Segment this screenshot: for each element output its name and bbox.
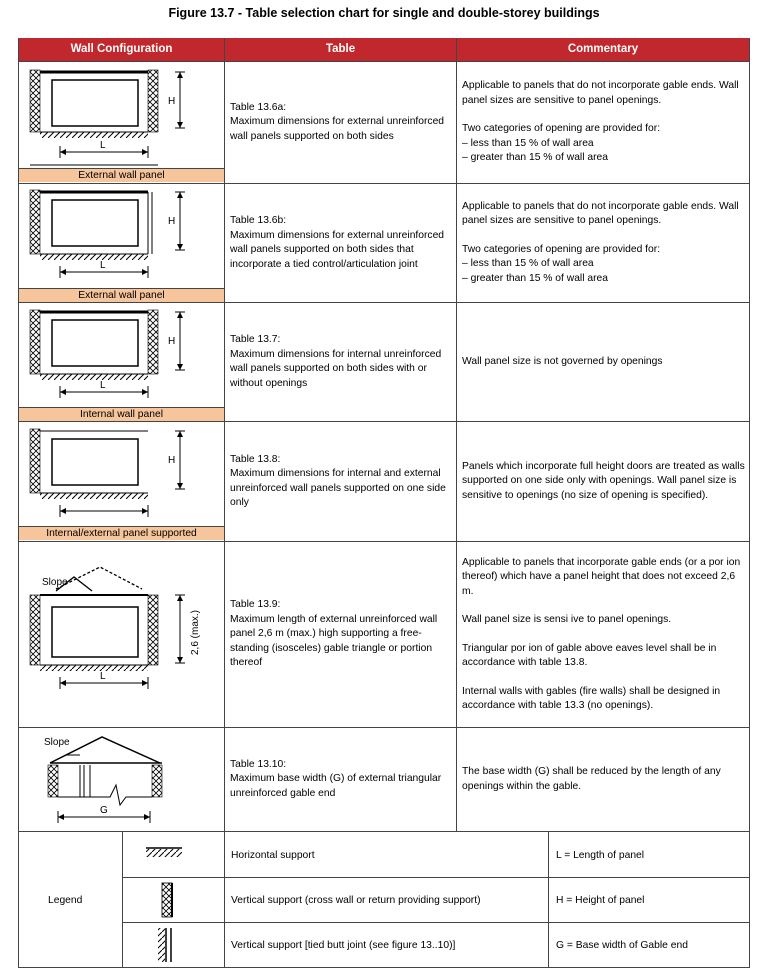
commentary-para: Applicable to panels that do not incorporate gable ends. Wall panel sizes are sensitive to panel openings.	[462, 200, 739, 227]
table-desc: Maximum dimensions for internal and external unreinforced wall panels supported on one side only	[230, 468, 446, 508]
table-desc: Maximum dimensions for external unreinforced wall panels supported on both sides that incorporate a tied control/articulation joint	[230, 229, 445, 270]
commentary-cell-row4	[462, 422, 746, 541]
config-label-one-side: Internal/external panel supported	[19, 526, 224, 540]
table-desc: Maximum dimensions for external unreinforced wall panels supported on both sides	[230, 116, 445, 142]
diagram-internal-panel	[30, 308, 210, 408]
commentary-cell-row5	[462, 542, 748, 727]
commentary-para: Applicable to panels that do not incorporate gable ends. Wall panel sizes are sensitive to panel openings.	[462, 80, 739, 106]
commentary-cell-row2	[462, 184, 746, 302]
height-label: H	[168, 336, 176, 347]
table-cell-row2	[230, 184, 452, 302]
commentary-para: Panels which incorporate full height doors are treated as walls supported on one side only with openings. Wall panel size is sensitive to openings (no size of opening is specified).	[462, 460, 745, 501]
max-height-label: 2,6 (max.)	[190, 609, 201, 655]
tied-butt-joint-icon	[156, 926, 180, 966]
legend-abbr-length: L = Length of panel	[556, 850, 645, 861]
table-desc: Maximum dimensions for internal unreinforced wall panels supported on both sides with or without openings	[230, 348, 442, 389]
config-label-internal: Internal wall panel	[19, 407, 224, 421]
table-ref: Table 13.7:	[230, 334, 281, 345]
legend-label: Legend	[48, 895, 83, 906]
commentary-para: Two categories of opening are provided for:	[462, 243, 661, 255]
commentary-para: The base width (G) shall be reduced by the length of any openings within the gable.	[462, 766, 721, 792]
slope-label: Slope	[42, 577, 68, 588]
table-ref: Table 13.8:	[230, 453, 281, 465]
diagram-external-panel-2	[30, 188, 210, 288]
legend-desc-cross-wall: Vertical support (cross wall or return providing support)	[231, 895, 481, 906]
table-cell-row5	[230, 542, 452, 727]
table-ref: Table 13.10:	[230, 758, 287, 770]
legend-abbr-height: H = Height of panel	[556, 895, 645, 906]
header-wall-configuration: Wall Configuration	[19, 38, 224, 61]
commentary-para: Two categories of opening are provided for:	[462, 123, 661, 135]
table-cell-row4	[230, 422, 452, 541]
commentary-cell-row3	[462, 303, 746, 421]
commentary-cell-row1	[462, 62, 746, 183]
commentary-bullet: – greater than 15 % of wall area	[462, 272, 608, 284]
commentary-para: Wall panel size is not governed by openings	[462, 355, 663, 367]
commentary-para: Internal walls with gables (fire walls) shall be designed in accordance with table 13.3 (no openings).	[462, 685, 721, 711]
height-label: H	[168, 96, 176, 107]
commentary-para: Wall panel size is sensi ive to panel openings.	[462, 614, 672, 625]
table-desc: Maximum length of external unreinforced wall panel 2,6 m (max.) high supporting a free-standing (isosceles) gable triangle or portion thereof	[230, 613, 438, 669]
table-ref: Table 13.6b:	[230, 215, 287, 226]
cross-wall-support-icon	[160, 881, 180, 921]
commentary-bullet: – less than 15 % of wall area	[462, 137, 594, 149]
table-ref: Table 13.6a:	[230, 101, 287, 113]
table-ref: Table 13.9:	[230, 599, 281, 611]
legend-desc-horizontal: Horizontal support	[231, 850, 315, 861]
figure-title: Figure 13.7 - Table selection chart for single and double-storey buildings	[168, 6, 600, 20]
config-label-external-2: External wall panel	[19, 288, 224, 302]
diagram-gable-end	[30, 733, 210, 828]
header-table: Table	[225, 38, 456, 61]
length-label: L	[100, 671, 106, 682]
length-label: L	[100, 260, 106, 271]
commentary-bullet: – less than 15 % of wall area	[462, 258, 594, 270]
table-cell-row1	[230, 62, 452, 183]
table-desc: Maximum base width (G) of external triangular unreinforced gable end	[230, 773, 442, 799]
height-label: H	[168, 216, 176, 227]
diagram-gable-wall	[30, 555, 210, 725]
table-cell-row6	[230, 728, 452, 831]
commentary-para: Applicable to panels that incorporate gable ends (or a por ion thereof) which have a panel height that does not exceed 2,6 m.	[462, 556, 741, 597]
length-label: L	[100, 380, 106, 391]
header-commentary: Commentary	[457, 38, 749, 61]
length-label: L	[100, 140, 106, 151]
commentary-bullet: – greater than 15 % of wall area	[462, 152, 608, 164]
legend-desc-tied-joint: Vertical support [tied butt joint (see figure 13..10)]	[231, 940, 456, 951]
config-label-external-1: External wall panel	[19, 168, 224, 182]
diagram-one-side-panel	[30, 427, 210, 527]
slope-label: Slope	[44, 737, 70, 748]
diagram-external-panel-1	[30, 66, 210, 166]
commentary-cell-row6	[462, 728, 746, 831]
gable-width-label: G	[100, 805, 108, 816]
hatch-horizontal-support-icon	[146, 846, 186, 860]
height-label: H	[168, 455, 176, 466]
legend-abbr-gable: G = Base width of Gable end	[556, 940, 688, 951]
commentary-para: Triangular por ion of gable above eaves level shall be in accordance with table 13.8.	[462, 642, 717, 668]
table-cell-row3	[230, 303, 452, 421]
